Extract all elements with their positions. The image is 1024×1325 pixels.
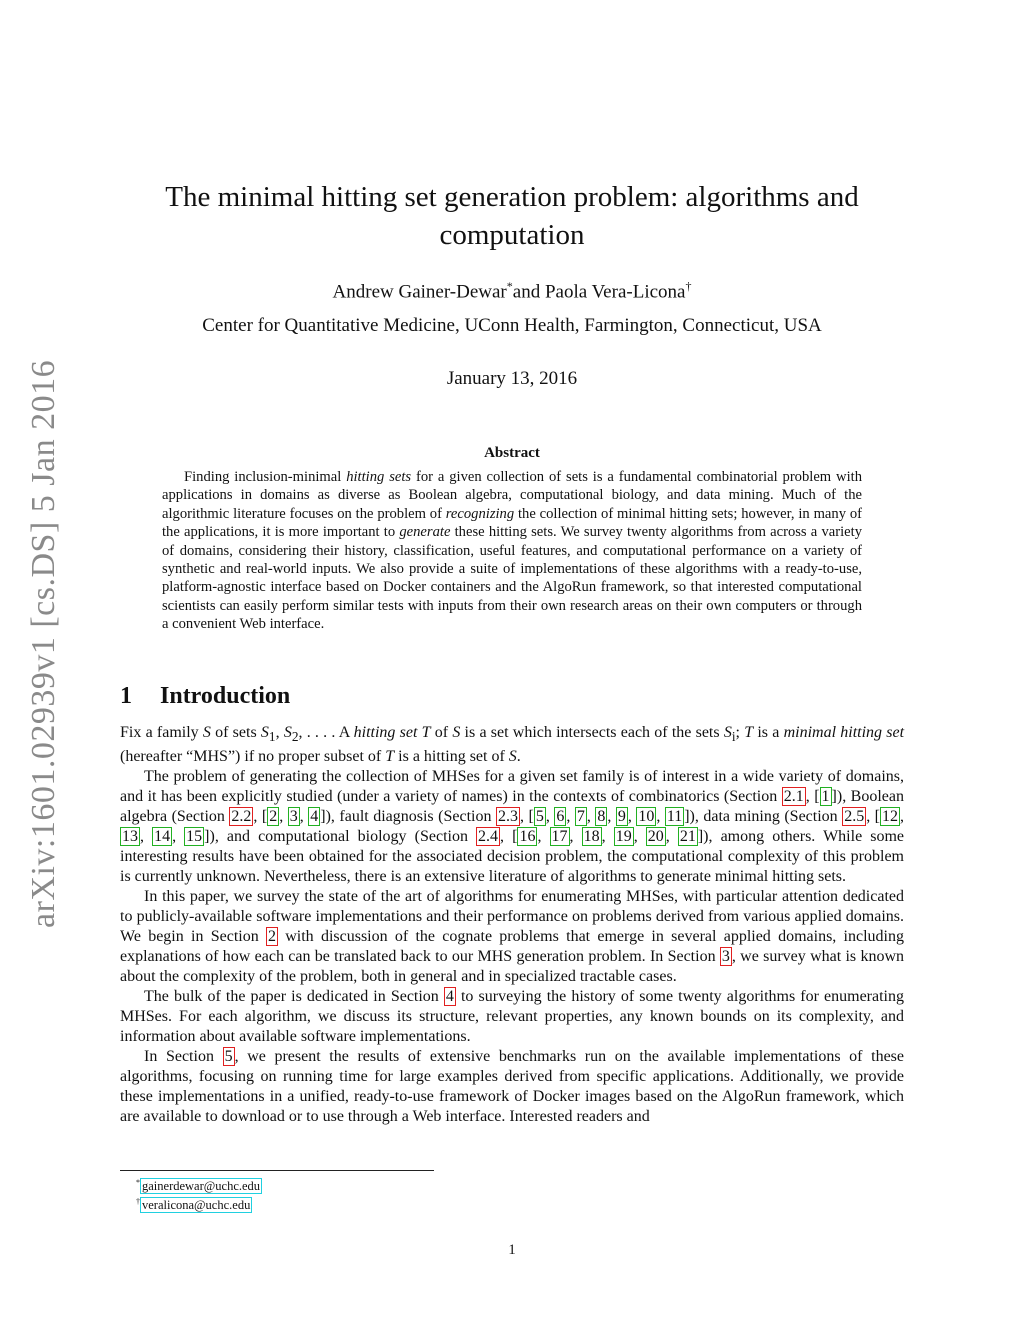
citation-link[interactable]: 12 <box>882 808 899 826</box>
citation-link[interactable]: 1 <box>821 788 830 806</box>
citation-group: 16 , 17 , 18 , 19 , 20 , 21 <box>519 828 696 846</box>
footnote-marker[interactable]: * <box>506 279 513 293</box>
citation-group: 5 , 6 , 7 , 8 , 9 , 10 , 11 <box>535 808 683 826</box>
citation-link[interactable]: 2 <box>269 808 278 826</box>
citation-group: 12 , 13 , 14 , 15 <box>122 808 905 846</box>
author-conjunction: and <box>512 281 545 303</box>
citation-link[interactable]: 9 <box>617 808 626 826</box>
section-number: 1 <box>120 683 132 709</box>
author-line <box>120 273 904 305</box>
emphasis: minimal hitting set <box>783 724 905 741</box>
paragraph: The bulk of the paper is dedicated in Section 4 to surveying the history of some twenty algorithms for enumerating MHSes. For each algorithm, we discuss its structure, relevant properties, any known bounds on its complexity, and information about available software implementations. <box>120 988 905 1046</box>
footnote: * gainerdewar@uchc.edu <box>136 1178 261 1194</box>
citation-link[interactable]: 19 <box>615 828 632 846</box>
paragraph: The problem of generating the collection of MHSes for a given set family is of interest in a wide variety of domains, and it has been explicitly studied (under a variety of names) in the contexts of combinatorics (Section 2.1 , [ 1 ]), Boolean algebra (Section 2.2 , [ 2 , 3 , 4 ]), fault diagnosis (Section 2.3 , [ 5 , 6 , 7 , 8 , 9 , 10 , 11 ]), data mining (Section 2.5 , [ 12 , 13 , 14 , 15 ]), and computational biology (Section 2.4 , [ 16 , 17 , 18 , 19 , 20 , 21 ]), among others. While some interesting results have been obtained for the associated decision problem, the computational complexity of this problem is currently unknown. Nevertheless, there is an extensive literature of algorithms to generate minimal hitting sets. <box>120 768 905 886</box>
section-link[interactable]: 5 <box>224 1048 233 1066</box>
citation-link[interactable]: 20 <box>647 828 664 846</box>
paper-title: The minimal hitting set generation problem: algorithms and computation <box>165 181 859 251</box>
footnote-rule <box>120 1170 434 1171</box>
abstract-emphasis: generate <box>399 524 451 541</box>
citation-link[interactable]: 4 <box>310 808 319 826</box>
section-link[interactable]: 2.2 <box>231 808 252 826</box>
author-name: Paola Vera-Licona <box>544 281 686 303</box>
citation-link[interactable]: 6 <box>556 808 565 826</box>
abstract-body <box>162 468 862 634</box>
emphasis: hitting set T <box>353 724 431 741</box>
math-symbol: S <box>260 724 269 741</box>
abstract-text: for a given collection of sets is a fundamental combinatorial problem with applications in domains as diverse as Boolean algebra, computational biology, and data mining. Much of the algorithmic literature focuses on the problem of <box>162 469 862 522</box>
abstract-text: Finding inclusion-minimal <box>184 469 347 485</box>
math-symbol: S <box>723 724 732 741</box>
math-symbol: S <box>283 724 292 741</box>
abstract-emphasis: hitting sets <box>346 469 412 485</box>
section-link[interactable]: 2.4 <box>478 828 499 846</box>
math-symbol: T <box>385 748 395 766</box>
affiliation: Center for Quantitative Medicine, UConn Health, Farmington, Connecticut, USA <box>202 315 822 336</box>
citation-link[interactable]: 13 <box>122 828 138 846</box>
paragraph: In Section 5 , we present the results of extensive benchmarks run on the available implementations of these algorithms, focusing on running time for large examples derived from specific applications. Additionally, we provide these implementations in a unified, ready-to-use framework of Docker images based on the AlgoRun framework, which are available to download or to use through a Web interface. Interested readers and <box>120 1048 905 1126</box>
math-symbol: S <box>202 724 211 741</box>
introduction-body <box>120 723 904 1127</box>
math-symbol: T <box>744 724 754 741</box>
abstract-heading: Abstract <box>484 445 540 461</box>
citation-link[interactable]: 18 <box>583 828 600 846</box>
citation-group: 2 , 3 , 4 <box>269 808 319 826</box>
email-link[interactable]: gainerdewar@uchc.edu <box>142 1179 261 1194</box>
math-symbol: S <box>508 748 517 766</box>
footnote: † veralicona@uchc.edu <box>136 1197 251 1213</box>
paragraph: Fix a family S of sets $S_1$, $S_2$, . . . . A hitting set T of S is a set which intersects each of the sets $S_i$; T is a minimal hitting set (hereafter “MHS”) if no proper subset of T is a hitting set of S. <box>120 724 905 766</box>
math-symbol: S <box>452 724 461 741</box>
section-link[interactable]: 2.5 <box>844 808 865 826</box>
section-title: Introduction <box>160 683 291 709</box>
arxiv-identifier-stamp: arXiv:1601.02939v1 [cs.DS] 5 Jan 2016 <box>25 359 62 928</box>
citation-link[interactable]: 3 <box>289 808 298 826</box>
abstract-text: these hitting sets. We survey twenty algorithms from across a variety of domains, considering their history, classification, useful features, and computational performance on a variety of synthetic and real-world inputs. We also provide a suite of implementations of these algorithms with a ready-to-use, platform-agnostic interface based on Docker containers and the AlgoRun framework, so that interested computational scientists can easily perform similar tests with inputs from their own research areas on their own computers or through a convenient Web interface. <box>162 524 863 633</box>
email-link[interactable]: veralicona@uchc.edu <box>142 1198 251 1213</box>
citation-link[interactable]: 17 <box>551 828 568 846</box>
section-link[interactable]: 2 <box>267 928 276 946</box>
author-name: Andrew Gainer-Dewar <box>332 281 507 303</box>
section-link[interactable]: 2.3 <box>497 808 518 826</box>
citation-link[interactable]: 10 <box>638 808 655 826</box>
citation-link[interactable]: 21 <box>679 828 696 846</box>
section-link[interactable]: 3 <box>721 948 730 966</box>
citation-link[interactable]: 16 <box>519 828 536 846</box>
footnote-marker[interactable]: † <box>685 279 692 293</box>
citation-link[interactable]: 5 <box>535 808 544 826</box>
citation-group <box>820 787 832 806</box>
citation-link[interactable]: 15 <box>186 828 203 846</box>
publication-date: January 13, 2016 <box>446 368 578 389</box>
section-link[interactable]: 2.1 <box>783 788 804 806</box>
abstract-emphasis: recognizing <box>445 505 515 522</box>
page-number: 1 <box>508 1242 516 1258</box>
citation-link[interactable]: 11 <box>666 808 683 826</box>
citation-link[interactable]: 7 <box>576 808 585 826</box>
citation-link[interactable]: 8 <box>597 808 606 826</box>
abstract-text: the collection of minimal hitting sets; however, in many of the applications, it is more important to <box>162 505 862 541</box>
footnotes <box>136 1175 736 1213</box>
citation-link[interactable]: 14 <box>154 828 171 846</box>
section-heading <box>120 680 720 712</box>
paragraph: In this paper, we survey the state of the art of algorithms for enumerating MHSes, with particular attention dedicated to publicly-available software implementations and their performance on problems derived from various applied domains. We begin in Section 2 with discussion of the cognate problems that emerge in several applied domains, including explanations of how each can be translated back to our MHS generation problem. In Section 3 , we survey what is known about the complexity of the problem, both in general and in specialized tractable cases. <box>120 888 905 986</box>
section-link[interactable]: 4 <box>445 988 454 1006</box>
